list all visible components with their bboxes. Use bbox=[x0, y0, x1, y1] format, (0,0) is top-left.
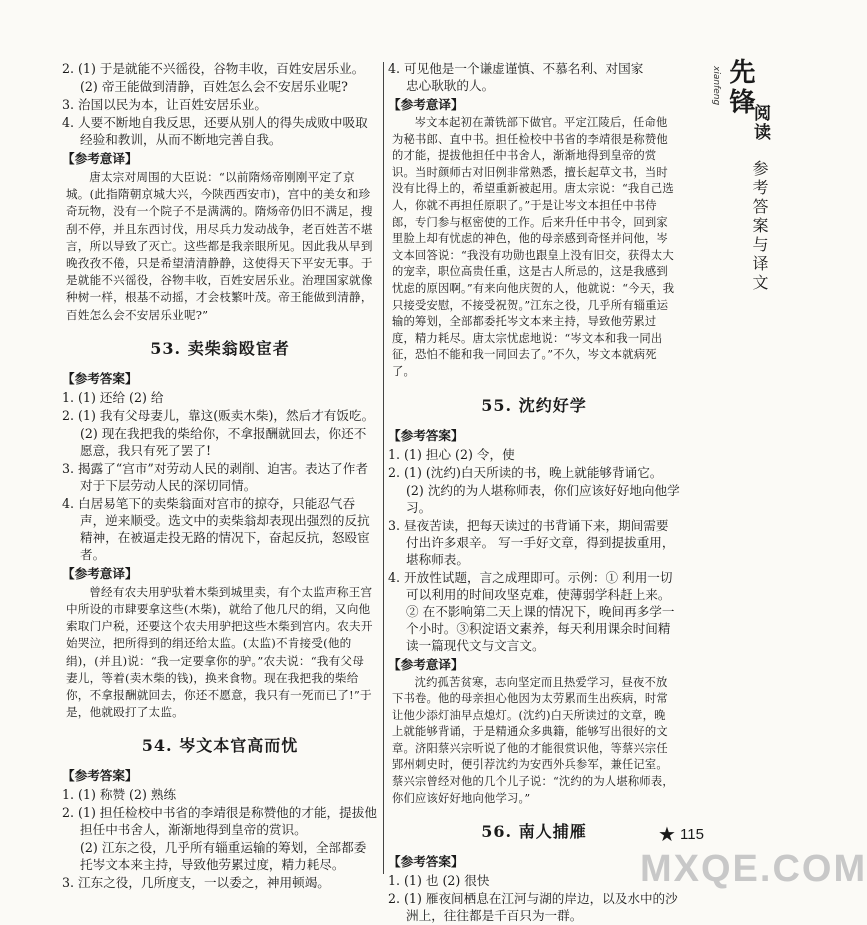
answer-line: 1. (1) 还给 (2) 给 bbox=[62, 389, 164, 405]
section-tag: 【参考意译】 bbox=[388, 97, 464, 112]
answer-line: 2. (1) 担任检校中书省的李靖很是称赞他的才能，提拔他担任中书舍人，渐渐地得到皇帝的赏识。 bbox=[62, 805, 377, 838]
answer-line: 3. 江东之役，几所度支，一以委之，神用顿竭。 bbox=[62, 875, 330, 891]
section-tag: 【参考意译】 bbox=[62, 565, 138, 581]
answer-line: 2. (1) 于是就能不兴徭役，谷物丰收，百姓安居乐业。 bbox=[62, 61, 365, 76]
answer-line: 3. 昼夜苦读，把每天读过的书背诵下来，期间需要付出许多艰辛。 写一手好文章，得到提拔重用，堪称师表。 bbox=[388, 517, 675, 567]
section-tag: 【参考答案】 bbox=[388, 427, 464, 443]
translation-paragraph: 沈约孤苦贫寒，志向坚定而且热爱学习，昼夜不放下书卷。他的母亲担心他因为太劳累而生出疾病，时常让他少添灯油早点熄灯。(沈约)白天所读过的文章，晚上就能够背诵，于是精通众多典籍，能够写出很好的文章。济阳蔡兴宗听说了他的才能很赏识他，等蔡兴宗任郢州刺史时，便引荐沈约为安西外兵参军，兼任记室。蔡兴宗曾经对他的几个儿子说：“沈约的为人堪称师表，你们应该好好地向他学习。” bbox=[392, 675, 674, 805]
answer-line: 2. (1) 雁夜间栖息在江河与湖的岸边，以及水中的沙洲上，往往都是千百只为一群。 bbox=[388, 891, 678, 924]
answer-line: (2) 现在我把我的柴给你，不拿报酬就回去，你还不愿意，我只有死了罢了! bbox=[80, 425, 367, 458]
answer-line: 1. (1) 称赞 (2) 熟练 bbox=[62, 787, 177, 803]
section-title: 56. 南人捕雁 bbox=[481, 822, 587, 842]
answer-line: 2. (1) (沈约)白天所读的书，晚上就能够背诵它。 bbox=[388, 464, 663, 480]
brand-title: 先锋 bbox=[725, 58, 755, 118]
answer-line: (2) 帝王能做到清静，百姓怎么会不安居乐业呢? bbox=[80, 79, 348, 94]
answer-line: 3. 揭露了“宫市”对劳动人民的剥削、迫害。表达了作者对于下层劳动人民的深切同情。 bbox=[62, 460, 368, 493]
column-divider bbox=[383, 62, 384, 874]
section-tag: 【参考答案】 bbox=[62, 370, 138, 386]
answer-line: (2) 江东之役，几乎所有辎重运输的筹划，全部都委托岑文本来主持，导致他劳累过度，精力耗尽。 bbox=[80, 840, 367, 873]
answer-line: 2. (1) 我有父母妻儿，靠这(贩卖木柴)，然后才有饭吃。 bbox=[62, 407, 375, 423]
answer-line: 1. (1) 担心 (2) 令，使 bbox=[388, 446, 515, 462]
brand-reading: 阅读 bbox=[750, 104, 770, 142]
section-title: 55. 沈约好学 bbox=[481, 395, 587, 415]
left-column bbox=[62, 60, 378, 892]
brand-pinyin: xianfeng bbox=[711, 66, 721, 106]
star-icon: ★ bbox=[658, 822, 676, 846]
watermark: MXQE.COM bbox=[640, 848, 867, 890]
answer-line: 4. 人要不断地自我反思，还要从别人的得失成败中吸取经验和教训，从而不断地完善自我。 bbox=[62, 115, 368, 147]
answer-line: 4. 开放性试题，言之成理即可。示例：① 利用一切可以利用的时间攻坚克难，使薄弱学科赶上来。② 在不影响第二天上课的情况下，晚间再多学一个小时。③积淀语文素养，每天利用课余时间精读一篇现代文与文言文。 bbox=[388, 569, 675, 653]
answer-line: 4. 白居易笔下的卖柴翁面对宫市的掠夺，只能忍气吞声，逆来顺受。选文中的卖柴翁却表现出强烈的反抗精神，在被逼走投无路的情况下，奋起反抗，怒殴宦者。 bbox=[62, 495, 370, 562]
answer-line: 4. 可见他是一个谦虚谨慎、不慕名利、对国家忠心耿耿的人。 bbox=[388, 61, 644, 93]
translation-paragraph: 唐太宗对周围的大臣说：“以前隋炀帝刚刚平定了京城。(此指隋朝京城大兴，今陕西西安市)，宫中的美女和珍奇玩物，没有一个院子不是满满的。隋炀帝仍旧不满足，搜刮不停，并且东西讨伐，用尽兵力发动战争，老百姓苦不堪言，所以导致了灭亡。这些都是我亲眼所见。因此我从早到晚孜孜不倦，只是希望清清静静，这使得天下平安无事。于是就能不兴徭役，谷物丰收，百姓安居乐业。治理国家就像种树一样，根基不动摇，才会枝繁叶茂。帝王能做到清静，百姓怎么会不安居乐业呢?” bbox=[66, 170, 373, 322]
section-tag: 【参考答案】 bbox=[388, 854, 464, 870]
section-title: 54. 岑文本官高而忧 bbox=[141, 736, 299, 756]
translation-paragraph: 曾经有农夫用驴驮着木柴到城里卖，有个太监声称王宫中所设的市肆要拿这些(木柴)，就给了他几尺的绢，又向他索取门户税，还要这个农夫用驴把这些木柴到宫内。农夫开始哭泣，把所得到的绢还给太监。(太监)不肯接受(他的绢)，(并且)说：“我一定要拿你的驴。”农夫说：“我有父母妻儿，等着(卖木柴的钱)，换来食物。现在我把我的柴给你，不拿报酬就回去，你还不愿意，我只有一死而已了!”于是，他就殴打了太监。 bbox=[66, 584, 373, 720]
sidebar-subtitle: 参考答案与译文 bbox=[750, 160, 769, 293]
section-tag: 【参考意译】 bbox=[388, 656, 464, 672]
page-number: 115 bbox=[680, 826, 704, 843]
section-title: 53. 卖柴翁殴宦者 bbox=[150, 338, 290, 358]
section-tag: 【参考答案】 bbox=[62, 768, 138, 784]
translation-paragraph: 岑文本起初在萧铣部下做官。平定江陵后，任命他为秘书郎、直中书。担任检校中书省的李靖很是称赞他的才能，提拔他担任中书舍人，渐渐地得到皇帝的赏识。当时颜师古对旧例非常熟悉，擅长起草文书，当时没有比得上的，希望重新被起用。唐太宗说：“我自己选人，你就不再担任原职了。”于是让岑文本担任中书侍郎，专门参与枢密使的工作。后来升任中书令，回到家里脸上却有忧虑的神色，他的母亲感到奇怪并问他，岑文本回答说：“我没有功勋也跟皇上没有旧交，获得太大的宠幸，职位高贵任重，这是古人所忌的，这是我感到忧虑的原因啊。”有来向他庆贺的人，他就说：“今天，我只接受安慰，不接受祝贺。”江东之役，几乎所有辎重运输的筹划，全部都委托岑文本来主持，导致他劳累过度，精力耗尽。唐太宗忧虑地说：“岑文本和我一同出征，恐怕不能和我一同回去了。”不久，岑文本就病死了。 bbox=[392, 116, 675, 378]
answer-line: 3. 治国以民为本，让百姓安居乐业。 bbox=[62, 97, 267, 112]
right-column bbox=[388, 60, 680, 925]
answer-line: 1. (1) 也 (2) 很快 bbox=[388, 873, 490, 889]
answer-line: (2) 沈约的为人堪称师表，你们应该好好地向他学习。 bbox=[406, 482, 680, 515]
section-tag: 【参考意译】 bbox=[62, 151, 138, 166]
